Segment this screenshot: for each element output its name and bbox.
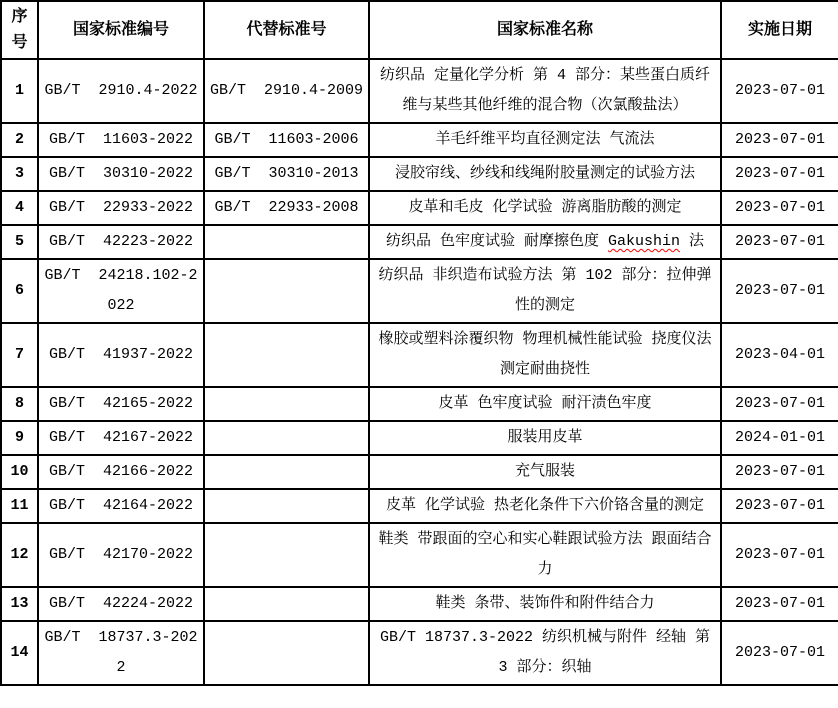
cell-standard-code: GB/T 18737.3-2022 bbox=[38, 621, 204, 685]
table-row bbox=[1, 59, 838, 123]
cell-replaced-code bbox=[204, 259, 369, 323]
cell-replaced-code bbox=[204, 323, 369, 387]
cell-replaced-code: GB/T 11603-2006 bbox=[204, 123, 369, 157]
cell-standard-name: 皮革和毛皮 化学试验 游离脂肪酸的测定 bbox=[369, 191, 721, 225]
cell-standard-name: 充气服装 bbox=[369, 455, 721, 489]
cell-implementation-date: 2023-07-01 bbox=[721, 123, 838, 157]
standards-table-body bbox=[1, 59, 838, 685]
table-row bbox=[1, 621, 838, 685]
cell-replaced-code bbox=[204, 489, 369, 523]
table-row bbox=[1, 489, 838, 523]
cell-standard-code: GB/T 42170-2022 bbox=[38, 523, 204, 587]
cell-implementation-date: 2023-07-01 bbox=[721, 157, 838, 191]
table-row bbox=[1, 387, 838, 421]
cell-replaced-code bbox=[204, 523, 369, 587]
cell-serial-number: 6 bbox=[1, 259, 38, 323]
cell-standard-name: 浸胶帘线、纱线和线绳附胶量测定的试验方法 bbox=[369, 157, 721, 191]
table-row bbox=[1, 323, 838, 387]
cell-standard-name: 纺织品 定量化学分析 第 4 部分：某些蛋白质纤维与某些其他纤维的混合物（次氯酸盐法） bbox=[369, 59, 721, 123]
cell-standard-code: GB/T 42223-2022 bbox=[38, 225, 204, 259]
cell-replaced-code: GB/T 22933-2008 bbox=[204, 191, 369, 225]
cell-serial-number: 10 bbox=[1, 455, 38, 489]
cell-standard-name: 鞋类 条带、装饰件和附件结合力 bbox=[369, 587, 721, 621]
cell-replaced-code: GB/T 2910.4-2009 bbox=[204, 59, 369, 123]
cell-standard-code: GB/T 42167-2022 bbox=[38, 421, 204, 455]
cell-standard-code: GB/T 42164-2022 bbox=[38, 489, 204, 523]
header-row bbox=[1, 1, 838, 59]
table-row bbox=[1, 421, 838, 455]
column-header-index: 序号 bbox=[1, 1, 38, 59]
cell-implementation-date: 2024-01-01 bbox=[721, 421, 838, 455]
cell-standard-code: GB/T 41937-2022 bbox=[38, 323, 204, 387]
cell-implementation-date: 2023-07-01 bbox=[721, 621, 838, 685]
cell-replaced-code bbox=[204, 225, 369, 259]
table-row bbox=[1, 587, 838, 621]
cell-implementation-date: 2023-07-01 bbox=[721, 587, 838, 621]
cell-standard-name: 橡胶或塑料涂覆织物 物理机械性能试验 挠度仪法测定耐曲挠性 bbox=[369, 323, 721, 387]
cell-serial-number: 7 bbox=[1, 323, 38, 387]
cell-standard-code: GB/T 30310-2022 bbox=[38, 157, 204, 191]
cell-standard-code: GB/T 24218.102-2022 bbox=[38, 259, 204, 323]
cell-replaced-code bbox=[204, 421, 369, 455]
cell-serial-number: 14 bbox=[1, 621, 38, 685]
cell-standard-code: GB/T 11603-2022 bbox=[38, 123, 204, 157]
table-row bbox=[1, 191, 838, 225]
cell-implementation-date: 2023-07-01 bbox=[721, 259, 838, 323]
table-row bbox=[1, 157, 838, 191]
cell-standard-name: 纺织品 非织造布试验方法 第 102 部分：拉伸弹性的测定 bbox=[369, 259, 721, 323]
cell-standard-name: GB/T 18737.3-2022 纺织机械与附件 经轴 第 3 部分：织轴 bbox=[369, 621, 721, 685]
cell-serial-number: 12 bbox=[1, 523, 38, 587]
cell-standard-code: GB/T 42224-2022 bbox=[38, 587, 204, 621]
misspelled-word: Gakushin bbox=[607, 233, 680, 250]
cell-serial-number: 1 bbox=[1, 59, 38, 123]
column-header-replaced-code: 代替标准号 bbox=[204, 1, 369, 59]
cell-implementation-date: 2023-07-01 bbox=[721, 225, 838, 259]
cell-serial-number: 5 bbox=[1, 225, 38, 259]
cell-replaced-code bbox=[204, 587, 369, 621]
cell-serial-number: 2 bbox=[1, 123, 38, 157]
table-row bbox=[1, 225, 838, 259]
cell-replaced-code bbox=[204, 455, 369, 489]
cell-standard-code: GB/T 42166-2022 bbox=[38, 455, 204, 489]
cell-serial-number: 3 bbox=[1, 157, 38, 191]
cell-implementation-date: 2023-07-01 bbox=[721, 455, 838, 489]
cell-standard-name: 服装用皮革 bbox=[369, 421, 721, 455]
cell-standard-name: 鞋类 带跟面的空心和实心鞋跟试验方法 跟面结合力 bbox=[369, 523, 721, 587]
cell-serial-number: 4 bbox=[1, 191, 38, 225]
cell-implementation-date: 2023-07-01 bbox=[721, 489, 838, 523]
cell-standard-code: GB/T 42165-2022 bbox=[38, 387, 204, 421]
cell-replaced-code bbox=[204, 621, 369, 685]
column-header-implementation-date: 实施日期 bbox=[721, 1, 838, 59]
cell-serial-number: 8 bbox=[1, 387, 38, 421]
table-row bbox=[1, 455, 838, 489]
column-header-standard-code: 国家标准编号 bbox=[38, 1, 204, 59]
cell-serial-number: 9 bbox=[1, 421, 38, 455]
cell-implementation-date: 2023-04-01 bbox=[721, 323, 838, 387]
cell-serial-number: 11 bbox=[1, 489, 38, 523]
cell-serial-number: 13 bbox=[1, 587, 38, 621]
cell-standard-name: 皮革 化学试验 热老化条件下六价铬含量的测定 bbox=[369, 489, 721, 523]
column-header-standard-name: 国家标准名称 bbox=[369, 1, 721, 59]
cell-standard-code: GB/T 22933-2022 bbox=[38, 191, 204, 225]
cell-implementation-date: 2023-07-01 bbox=[721, 191, 838, 225]
cell-implementation-date: 2023-07-01 bbox=[721, 59, 838, 123]
cell-replaced-code: GB/T 30310-2013 bbox=[204, 157, 369, 191]
cell-implementation-date: 2023-07-01 bbox=[721, 387, 838, 421]
cell-standard-code: GB/T 2910.4-2022 bbox=[38, 59, 204, 123]
cell-standard-name: 皮革 色牢度试验 耐汗渍色牢度 bbox=[369, 387, 721, 421]
table-row bbox=[1, 123, 838, 157]
table-row bbox=[1, 523, 838, 587]
cell-standard-name: 纺织品 色牢度试验 耐摩擦色度 Gakushin 法 bbox=[369, 225, 721, 259]
cell-standard-name: 羊毛纤维平均直径测定法 气流法 bbox=[369, 123, 721, 157]
table-row bbox=[1, 259, 838, 323]
cell-replaced-code bbox=[204, 387, 369, 421]
cell-implementation-date: 2023-07-01 bbox=[721, 523, 838, 587]
